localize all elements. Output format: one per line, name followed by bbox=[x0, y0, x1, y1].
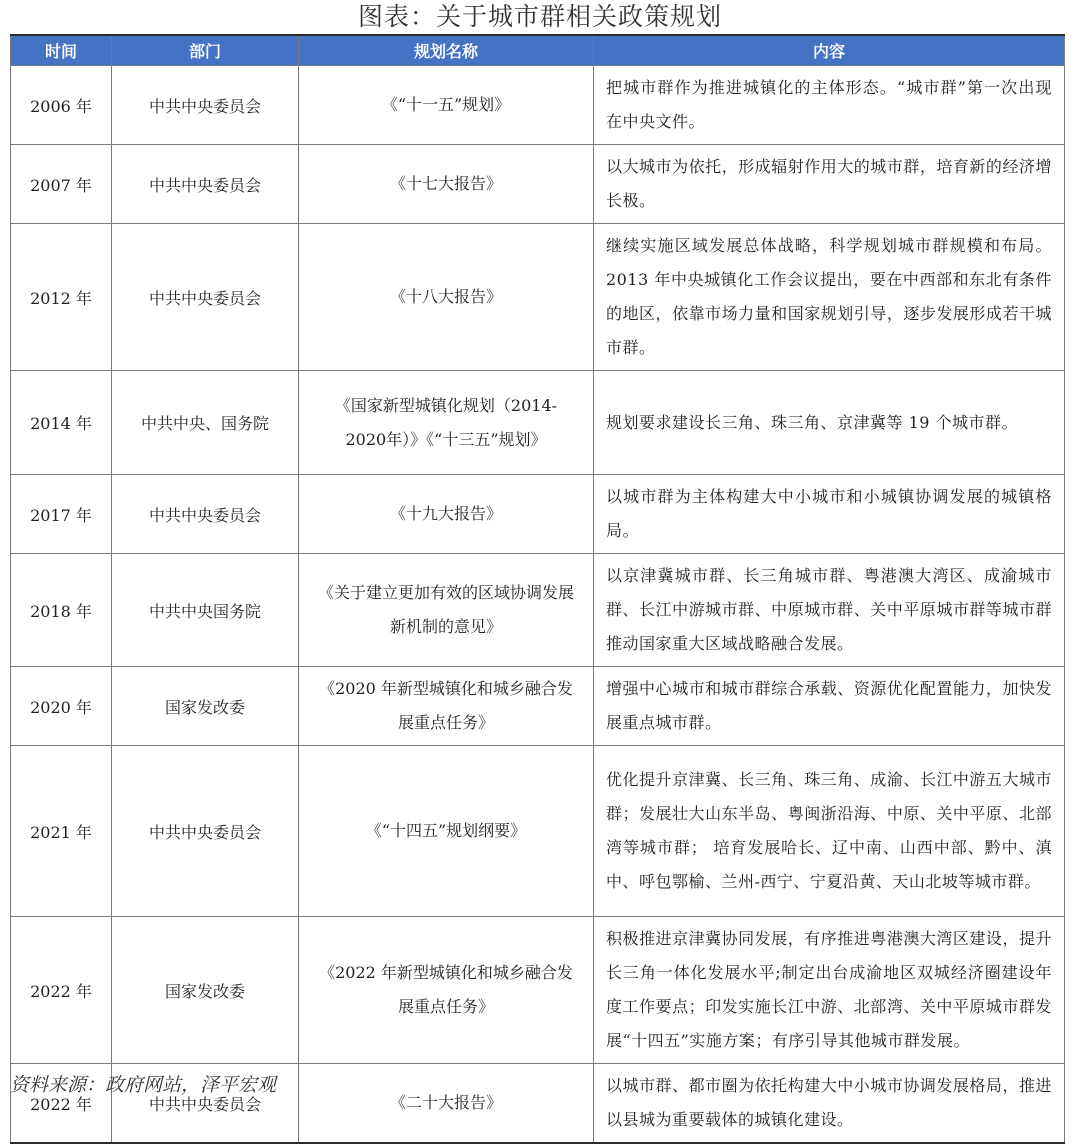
table-row bbox=[11, 746, 1065, 917]
cell-plan: 《十八大报告》 bbox=[299, 224, 594, 371]
cell-dept: 中共中央委员会 bbox=[112, 66, 299, 145]
cell-content: 以京津冀城市群、长三角城市群、粤港澳大湾区、成渝城市群、长江中游城市群、中原城市群、关中平原城市群等城市群推动国家重大区域战略融合发展。 bbox=[594, 554, 1065, 667]
cell-content: 优化提升京津冀、长三角、珠三角、成渝、长江中游五大城市群；发展壮大山东半岛、粤闽浙沿海、中原、关中平原、北部湾等城市群； 培育发展哈长、辽中南、山西中部、黔中、滇中、呼包鄂榆、兰州-西宁、宁夏沿黄、天山北坡等城市群。 bbox=[594, 746, 1065, 917]
cell-plan: 《十九大报告》 bbox=[299, 475, 594, 554]
cell-dept: 中共中央国务院 bbox=[112, 554, 299, 667]
cell-plan: 《国家新型城镇化规划（2014-2020年）》《“十三五”规划》 bbox=[299, 371, 594, 475]
table-row bbox=[11, 917, 1065, 1064]
cell-plan: 《“十四五”规划纲要》 bbox=[299, 746, 594, 917]
table-header-row bbox=[11, 35, 1065, 66]
cell-content: 以大城市为依托，形成辐射作用大的城市群，培育新的经济增长极。 bbox=[594, 145, 1065, 224]
cell-time: 2006 年 bbox=[11, 66, 112, 145]
header-dept: 部门 bbox=[112, 35, 299, 66]
header-plan: 规划名称 bbox=[299, 35, 594, 66]
cell-content: 把城市群作为推进城镇化的主体形态。“城市群”第一次出现在中央文件。 bbox=[594, 66, 1065, 145]
cell-time: 2022 年 bbox=[11, 1064, 112, 1144]
table-row bbox=[11, 667, 1065, 746]
cell-content: 继续实施区域发展总体战略，科学规划城市群规模和布局。2013 年中央城镇化工作会议提出，要在中西部和东北有条件的地区，依靠市场力量和国家规划引导，逐步发展形成若干城市群。 bbox=[594, 224, 1065, 371]
cell-dept: 中共中央、国务院 bbox=[112, 371, 299, 475]
table-row bbox=[11, 66, 1065, 145]
cell-time: 2017 年 bbox=[11, 475, 112, 554]
cell-time: 2014 年 bbox=[11, 371, 112, 475]
cell-dept: 中共中央委员会 bbox=[112, 746, 299, 917]
cell-dept: 中共中央委员会 bbox=[112, 145, 299, 224]
cell-plan: 《十七大报告》 bbox=[299, 145, 594, 224]
cell-dept: 国家发改委 bbox=[112, 667, 299, 746]
table-row bbox=[11, 371, 1065, 475]
cell-content: 以城市群为主体构建大中小城市和小城镇协调发展的城镇格局。 bbox=[594, 475, 1065, 554]
table-row bbox=[11, 145, 1065, 224]
cell-time: 2007 年 bbox=[11, 145, 112, 224]
header-content: 内容 bbox=[594, 35, 1065, 66]
cell-time: 2021 年 bbox=[11, 746, 112, 917]
table-row bbox=[11, 554, 1065, 667]
policy-table bbox=[10, 34, 1065, 1144]
table-title: 图表：关于城市群相关政策规划 bbox=[357, 2, 722, 31]
cell-plan: 《二十大报告》 bbox=[299, 1064, 594, 1144]
cell-time: 2020 年 bbox=[11, 667, 112, 746]
source-note: 资料来源：政府网站，泽平宏观 bbox=[10, 1074, 277, 1096]
cell-plan: 《2022 年新型城镇化和城乡融合发展重点任务》 bbox=[299, 917, 594, 1064]
cell-content: 规划要求建设长三角、珠三角、京津冀等 19 个城市群。 bbox=[594, 371, 1065, 475]
header-time: 时间 bbox=[11, 35, 112, 66]
cell-time: 2022 年 bbox=[11, 917, 112, 1064]
cell-time: 2018 年 bbox=[11, 554, 112, 667]
cell-content: 以城市群、都市圈为依托构建大中小城市协调发展格局，推进以县城为重要载体的城镇化建设。 bbox=[594, 1064, 1065, 1144]
cell-plan: 《2020 年新型城镇化和城乡融合发展重点任务》 bbox=[299, 667, 594, 746]
cell-plan: 《关于建立更加有效的区域协调发展新机制的意见》 bbox=[299, 554, 594, 667]
cell-dept: 国家发改委 bbox=[112, 917, 299, 1064]
cell-dept: 中共中央委员会 bbox=[112, 1064, 299, 1144]
cell-time: 2012 年 bbox=[11, 224, 112, 371]
cell-dept: 中共中央委员会 bbox=[112, 475, 299, 554]
cell-content: 增强中心城市和城市群综合承载、资源优化配置能力，加快发展重点城市群。 bbox=[594, 667, 1065, 746]
cell-plan: 《“十一五”规划》 bbox=[299, 66, 594, 145]
table-row bbox=[11, 475, 1065, 554]
cell-content: 积极推进京津冀协同发展，有序推进粤港澳大湾区建设，提升长三角一体化发展水平;制定出台成渝地区双城经济圈建设年度工作要点；印发实施长江中游、北部湾、关中平原城市群发展“十四五”实施方案；有序引导其他城市群发展。 bbox=[594, 917, 1065, 1064]
table-row bbox=[11, 224, 1065, 371]
cell-dept: 中共中央委员会 bbox=[112, 224, 299, 371]
